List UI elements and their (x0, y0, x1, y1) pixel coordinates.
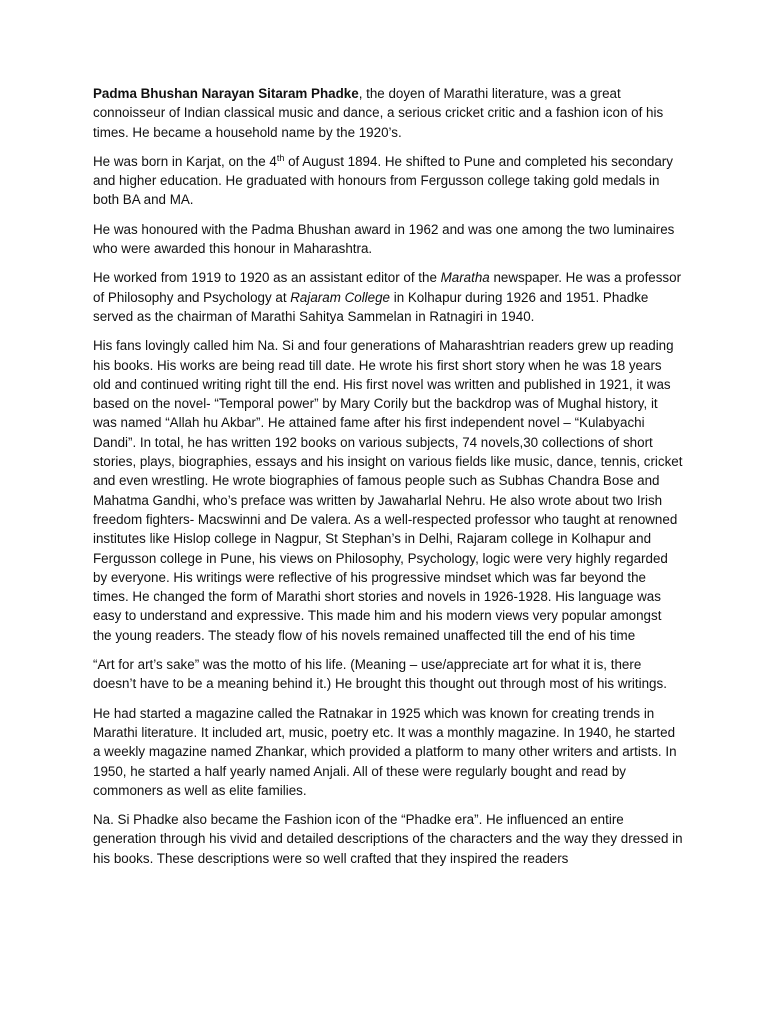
college-name: Rajaram College (290, 289, 390, 305)
paragraph-motto: “Art for art’s sake” was the motto of his life. (Meaning – use/appreciate art for what it is, there doesn’t have to be a meaning behind it.) He brought this thought out through most of his writings. (93, 657, 667, 692)
birth-text-end: of August 1894. He shifted to Pune and completed his secondary and higher education. He graduated with honours from Fergusson college taking gold medals in both BA and MA. (93, 153, 673, 208)
career-text-c: in Kolhapur during 1926 and 1951. Phadke served as the chairman of Marathi Sahitya Sammelan in Ratnagiri in 1940. (93, 289, 649, 324)
document-body (93, 84, 683, 878)
career-text-a: He worked from 1919 to 1920 as an assistant editor of the (93, 270, 441, 286)
paragraph-birth (93, 152, 683, 210)
paragraph-career (93, 268, 683, 326)
paragraph-fashion: Na. Si Phadke also became the Fashion icon of the “Phadke era”. He influenced an entire generation through his vivid and detailed descriptions of the characters and the way they dressed in his books. These descriptions were so well crafted that they inspired the readers (93, 812, 683, 866)
birth-text-start: He was born in Karjat, on the 4 (93, 153, 277, 169)
intro-text: , the doyen of Marathi literature, was a great connoisseur of Indian classical music and dance, a serious cricket critic and a fashion icon of his times. He became a household name by the 1920’s. (93, 86, 664, 140)
paragraph-magazines: He had started a magazine called the Ratnakar in 1925 which was known for creating trends in Marathi literature. It included art, music, poetry etc. It was a monthly magazine. In 1940, he started a weekly magazine named Zhankar, which provided a platform to many other writers and artists. In 1950, he started a half yearly named Anjali. All of these were regularly bought and read by commoners as well as elite families. (93, 705, 677, 798)
ordinal-suffix: th (276, 152, 285, 163)
subject-name: Padma Bhushan Narayan Sitaram Phadke (93, 86, 359, 101)
paragraph-works: His fans lovingly called him Na. Si and four generations of Maharashtrian readers grew up reading his books. His works are being read till date. He wrote his first short story when he was 18 years old and continued writing right till the end. His first novel was written and published in 1921, it was based on the novel- “Temporal power” by Mary Corily but the backdrop was of Mughal history, it was named “Allah hu Akbar”. He attained fame after his first independent novel – “Kulabyachi Dandi”. In total, he has written 192 books on various subjects, 74 novels,30 collections of short stories, plays, biographies, essays and his insight on various fields like music, dance, tennis, cricket and even wrestling. He wrote biographies of famous people such as Subhas Chandra Bose and Mahatma Gandhi, who’s preface was written by Jawaharlal Nehru. He also wrote about two Irish freedom fighters- Macswinni and De valera. As a well-respected professor who taught at renowned institutes like Hislop college in Nagpur, St Stephan’s in Delhi, Rajaram college in Kolhapur and Fergusson college in Pune, his views on Philosophy, Psychology, logic were very highly regarded by everyone. His writings were reflective of his progressive mindset which was far beyond the times. He changed the form of Marathi short stories and novels in 1926-1928. His language was easy to understand and expressive. This made him and his modern views very popular amongst the young readers. The steady flow of his novels remained unaffected till the end of his time (93, 338, 683, 643)
paragraph-intro (93, 84, 683, 142)
paragraph-award: He was honoured with the Padma Bhushan award in 1962 and was one among the two luminaires who were awarded this honour in Maharashtra. (93, 221, 675, 257)
newspaper-name: Maratha (440, 270, 490, 286)
career-text-b: newspaper. He was a professor of Philosophy and Psychology at (93, 270, 682, 305)
